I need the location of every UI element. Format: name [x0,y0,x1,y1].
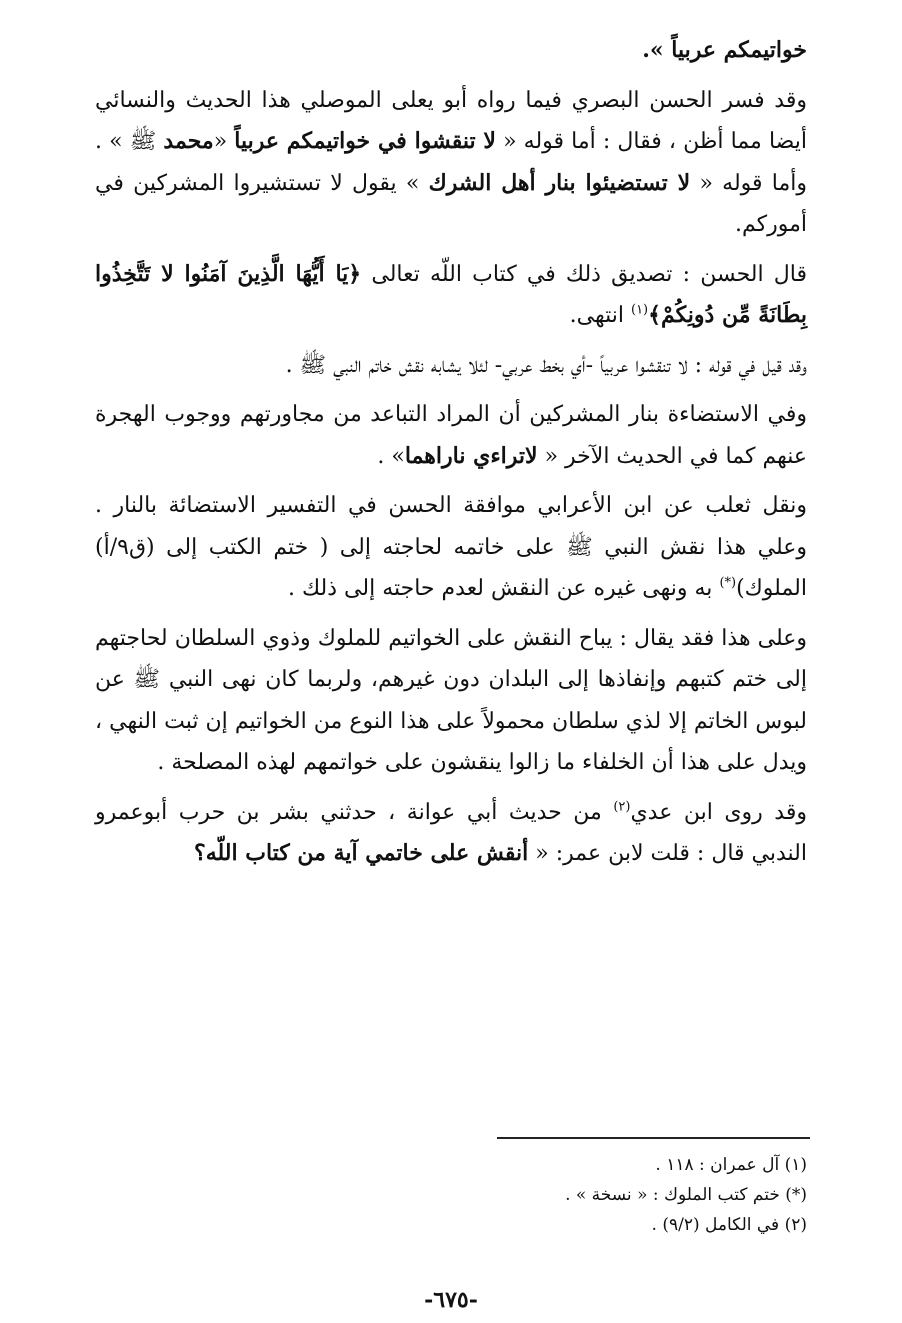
main-text [95,30,807,883]
bold-phrase: خواتيمكم عربياً ». [642,37,807,63]
footnote-item: (٢) في الكامل (٩/٢) . [651,1215,807,1235]
paragraph-7 [95,792,807,875]
paragraph-4 [95,394,807,477]
footnotes [95,1150,807,1240]
text-run: وقد روى ابن عدي [630,799,807,825]
text-run: وفي الاستضاءة بنار المشركين أن المراد التباعد من مجاورتهم ووجوب الهجرة عنهم كما في الحديث الآخر « [95,402,807,469]
paragraph-5 [95,485,807,610]
text-run: » يقول لا تستشيروا المشركين في أموركم. [95,170,807,237]
page-number: -٦٧٥- [424,1287,478,1313]
paragraph-0 [95,30,807,72]
paragraph-6 [95,618,807,784]
footnote-item: (١) آل عمران : ١١٨ . [655,1155,807,1175]
text-run: وقد قيل في قوله : لا تنقشوا عربياً -أي بخط عربي- لئلا يشابه نقش خاتم النبي ﷺ . [285,352,807,378]
text-run: ﷺ » . وأما قوله « [95,129,807,196]
text-run: انتهى. [569,303,631,328]
paragraph-2 [95,254,807,337]
footnote-ref: (*) [719,575,737,591]
footnote-divider [497,1137,810,1139]
text-run: « [213,129,235,154]
hadith-quote: محمد [163,128,214,154]
footnote-ref: (٢) [613,799,631,815]
hadith-quote: لا تستضيئوا بنار أهل الشرك [428,169,691,196]
paragraph-1 [95,80,807,246]
text-run: من حديث أبي عوانة ، حدثني بشر بن حرب أبوعمرو الندبي قال : قلت لابن عمر: « [95,799,807,866]
hadith-quote: أنقش على خاتمي آية من كتاب اللّه؟ [194,840,529,866]
quran-verse: ﴿يَا أَيُّهَا الَّذِينَ آمَنُوا لا تَتَّخِذُوا بِطَانَةً مِّن دُونِكُمْ﴾ [95,260,807,328]
text-run: » . [377,443,405,469]
text-run: وعلى هذا فقد يقال : يباح النقش على الخواتيم للملوك وذوي السلطان لحاجتهم إلى ختم كتبهم وإنفاذها إلى البلدان دون غيرهم، ولربما كان نهى النبي ﷺ عن لبوس الخاتم إلا لذي سلطان محمولاً على هذا النوع من الخواتيم إن ثبت النهي ، ويدل على هذا أن الخلفاء ما زالوا ينقشون على خواتمهم لهذه المصلحة . [95,625,807,775]
text-run: قال الحسن : تصديق ذلك في كتاب اللّه تعالى [361,261,807,287]
text-run: وقد فسر الحسن البصري فيما رواه أبو يعلى الموصلي هذا الحديث والنسائي أيضا مما أظن ، فقال : أما قوله « [95,87,807,154]
hadith-quote: لاتراءي ناراهما [404,442,538,469]
hadith-quote: لا تنقشوا في خواتيمكم عربياً [234,128,496,154]
text-run: ونقل ثعلب عن ابن الأعرابي موافقة الحسن في التفسير الاستضائة بالنار . وعلي هذا نقش النبي ﷺ على خاتمه لحاجته إلى ( ختم الكتب إلى (ق٩/أ) الملوك) [95,493,807,601]
footnote-ref: (١) [630,302,649,318]
paragraph-3 [95,345,807,387]
footnote-item: (*) ختم كتب الملوك : « نسخة » . [565,1185,807,1205]
text-run: به ونهى غيره عن النقش لعدم حاجته إلى ذلك . [288,576,720,601]
